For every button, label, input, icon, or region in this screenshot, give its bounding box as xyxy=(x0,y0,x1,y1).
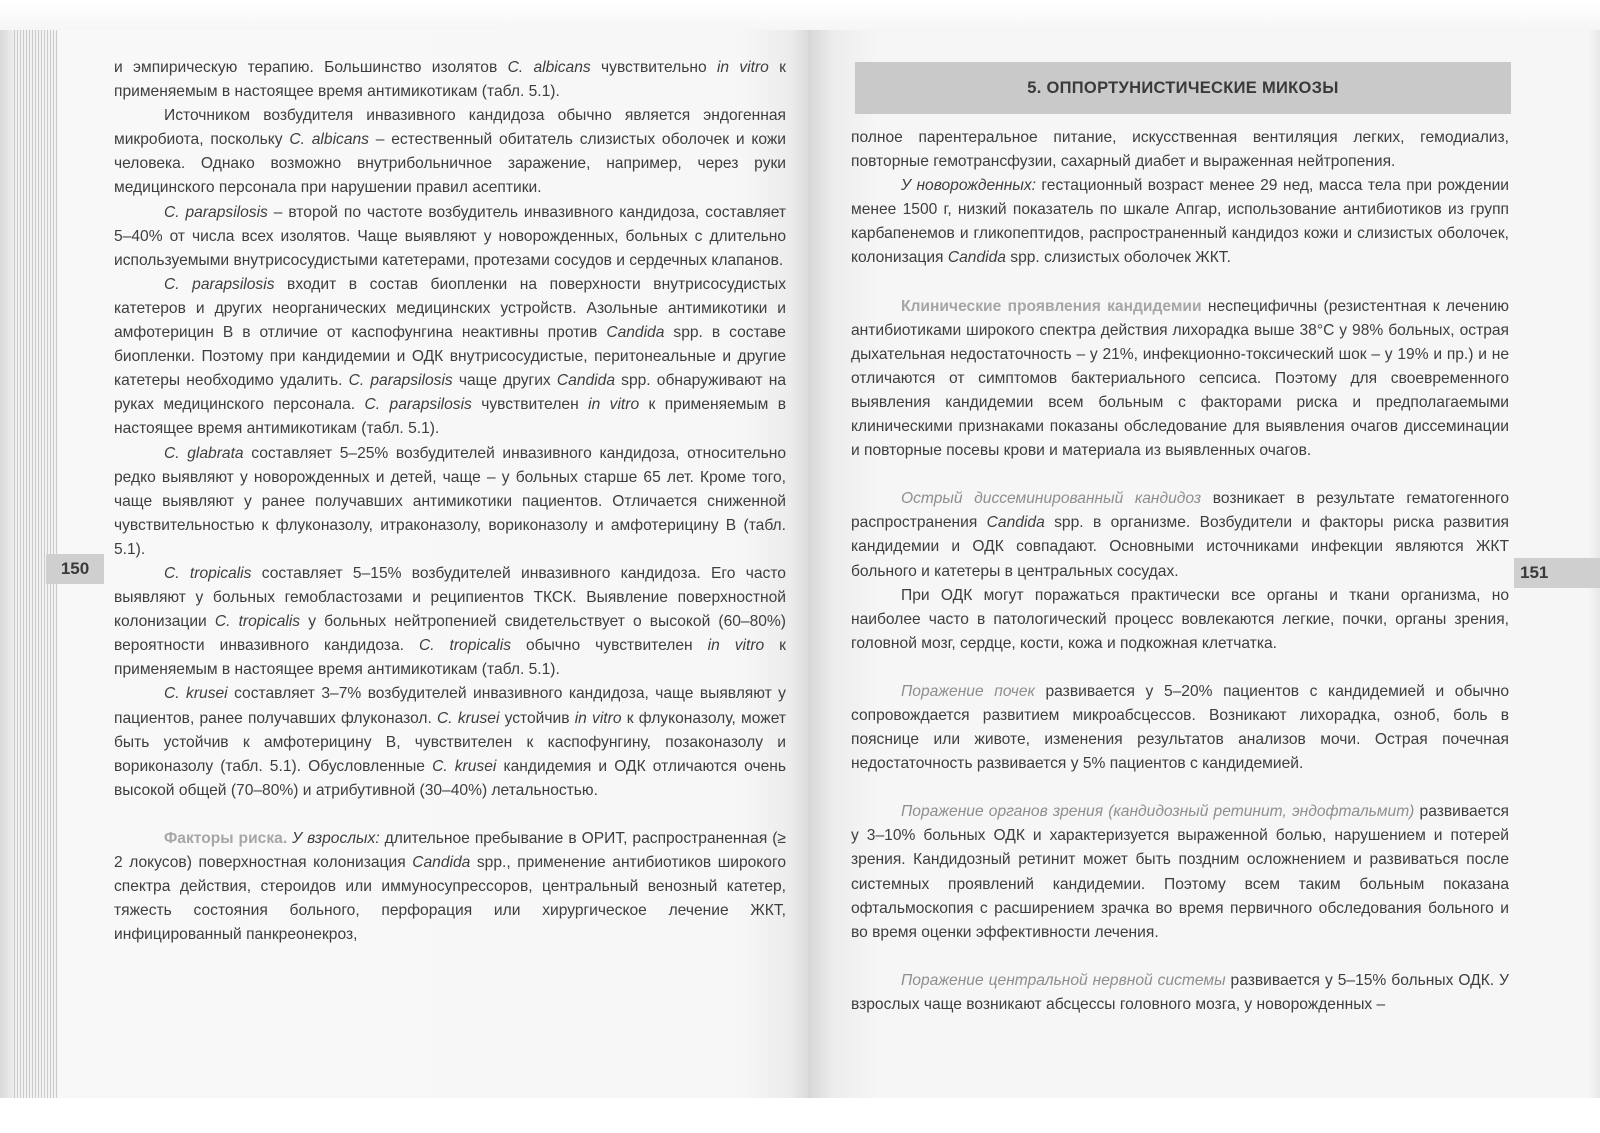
right-text-column xyxy=(851,126,1509,1017)
page-top-edge xyxy=(808,0,1600,30)
paragraph: C. glabrata составляет 5–25% возбудителей инвазивного кандидоза, относительно редко выявляют у новорожденных и детей, чаще – у больных старше 65 лет. Кроме того, чаще выявляют у ранее получавших антимикотики пациентов. Отличается сниженной чувствительностью к флуконазолу, итраконазолу, вориконазолу и амфотерицину В (табл. 5.1). xyxy=(114,444,786,558)
paragraph: C. tropicalis составляет 5–15% возбудителей инвазивного кандидоза. Его часто выявляют у больных гемобластозами и реципиентов ТКСК. Выявление поверхностной колонизации C. tropicalis у больных нейтропенией свидетельствует о высокой (60–80%) вероятности инвазивного кандидоза. C. tropicalis обычно чувствителен in vitro к применяемым в настоящее время антимикотикам (табл. 5.1). xyxy=(114,564,786,679)
section-keyword: Поражение органов зрения (кандидозный ретинит, эндофтальмит) xyxy=(901,803,1415,821)
section-keyword: Клинические проявления кандидемии xyxy=(901,297,1202,315)
paragraph: C. parapsilosis входит в состав биопленки на поверхности внутрисосудистых катетеров и других неорганических медицинских устройств. Азольные антимикотики и амфотерицин В в отличие от каспофунгина неактивны против Candida spp. в составе биопленки. Поэтому при кандидемии и ОДК внутрисосудистые, перитонеальные и другие катетеры необходимо удалить. C. parapsilosis чаще других Candida spp. обнаруживают на руках медицинского персонала. C. parapsilosis чувствителен in vitro к применяемым в настоящее время антимикотикам (табл. 5.1). xyxy=(114,275,787,438)
paragraph: При ОДК могут поражаться практически все органы и ткани организма, но наиболее часто в патологический процесс вовлекаются легкие, почки, органы зрения, головной мозг, сердце, кости, кожа и подкожная клетчатка. xyxy=(851,586,1509,652)
paragraph: Клинические проявления кандидемии неспецифичны (резистентная к лечению антибиотиками широкого спектра действия лихорадка выше 38°С у 98% больных, острая дыхательная недостаточность – у 21%, инфекционно-токсический шок – у 19% и пр.) и не отличаются от симптомов бактериального сепсиса. Поэтому для своевременного выявления кандидемии всем больным с факторами риска и предполагаемыми клиническими признаками показаны обследование для выявления очагов диссеминации и повторные посевы крови и материала из выявленных очагов. xyxy=(851,297,1509,460)
scan-background xyxy=(0,1098,1600,1133)
page-number-left: 150 xyxy=(46,554,104,584)
paragraph: Источником возбудителя инвазивного кандидоза обычно является эндогенная микробиота, поскольку C. albicans – естественный обитатель слизистых оболочек и кожи человека. Однако возможно внутрибольничное заражение, например, через руки медицинского персонала при нарушении правил асептики. xyxy=(114,107,786,197)
section-keyword: Поражение центральной нервной системы xyxy=(901,971,1226,989)
paragraph: Факторы риска. У взрослых: длительное пребывание в ОРИТ, распространенная (≥ 2 локусов) поверхностная колонизация Candida spp., применение антибиотиков широкого спектра действия, стероидов или иммуносупрессоров, центральный венозный катетер, тяжесть состояния больного, перфорация или хирургическое лечение ЖКТ, инфицированный панкреонекроз, xyxy=(114,829,786,944)
paragraph: Поражение центральной нервной системы развивается у 5–15% больных ОДК. У взрослых чаще возникают абсцессы головного мозга, у новорожденных – xyxy=(851,971,1509,1013)
section-keyword: Поражение почек xyxy=(901,682,1035,700)
paragraph: C. krusei составляет 3–7% возбудителей инвазивного кандидоза, чаще выявляют у пациентов, ранее получавших флуконазол. C. krusei устойчив in vitro к флуконазолу, может быть устойчив к амфотерицину В, чувствителен к каспофунгину, позаконазолу и вориконазолу (табл. 5.1). Обусловленные C. krusei кандидемия и ОДК отличаются очень высокой общей (70–80%) и атрибутивной (30–40%) летальностью. xyxy=(114,685,786,799)
page-top-edge xyxy=(0,0,808,30)
paragraph: и эмпирическую терапию. Большинство изолятов C. albicans чувствительно in vitro к применяемым в настоящее время антимикотикам (табл. 5.1). xyxy=(114,59,786,101)
section-keyword: Острый диссеминированный кандидоз xyxy=(901,490,1202,508)
section-keyword: Факторы риска. xyxy=(164,829,288,847)
paragraph: Острый диссеминированный кандидоз возникает в результате гематогенного распространения Candida spp. в организме. Возбудители и факторы риска развития кандидемии и ОДК совпадают. Основными источниками инфекции являются ЖКТ больного и катетеры в центральных сосудах. xyxy=(851,490,1509,580)
paragraph: C. parapsilosis – второй по частоте возбудитель инвазивного кандидоза, составляет 5–40% от числа всех изолятов. Чаще выявляют у новорожденных, больных с длительно используемыми внутрисосудистыми катетерами, протезами сосудов и сердечных клапанов. xyxy=(114,203,787,269)
page-number-right: 151 xyxy=(1514,558,1600,588)
left-text-column xyxy=(114,56,786,947)
paragraph: Поражение органов зрения (кандидозный ретинит, эндофтальмит) развивается у 3–10% больных ОДК и характеризуется выраженной болью, нарушением и потерей зрения. Кандидозный ретинит может быть поздним осложнением и развиваться после системных проявлений кандидемии. Поэтому всем таким больным показана офтальмоскопия с расширением зрачка во время первичного обследования больного и во время оценки эффективности лечения. xyxy=(851,803,1509,941)
left-page xyxy=(0,0,808,1098)
paragraph: У новорожденных: гестационный возраст менее 29 нед, масса тела при рождении менее 1500 г, низкий показатель по шкале Апгар, использование антибиотиков из групп карбапенемов и гликопептидов, распространенный кандидоз кожи и слизистых оболочек, колонизация Candida spp. слизистых оболочек ЖКТ. xyxy=(851,177,1509,267)
chapter-header: 5. ОППОРТУНИСТИЧЕСКИЕ МИКОЗЫ xyxy=(855,62,1511,114)
paragraph: Поражение почек развивается у 5–20% пациентов с кандидемией и обычно сопровождается развитием микроабсцессов. Возникают лихорадка, озноб, боль в пояснице или животе, изменения результатов анализов мочи. Острая почечная недостаточность развивается у 5% пациентов с кандидемией. xyxy=(851,682,1509,773)
paragraph: полное парентеральное питание, искусственная вентиляция легких, гемодиализ, повторные гемотрансфузии, сахарный диабет и выраженная нейтропения. xyxy=(851,129,1509,171)
